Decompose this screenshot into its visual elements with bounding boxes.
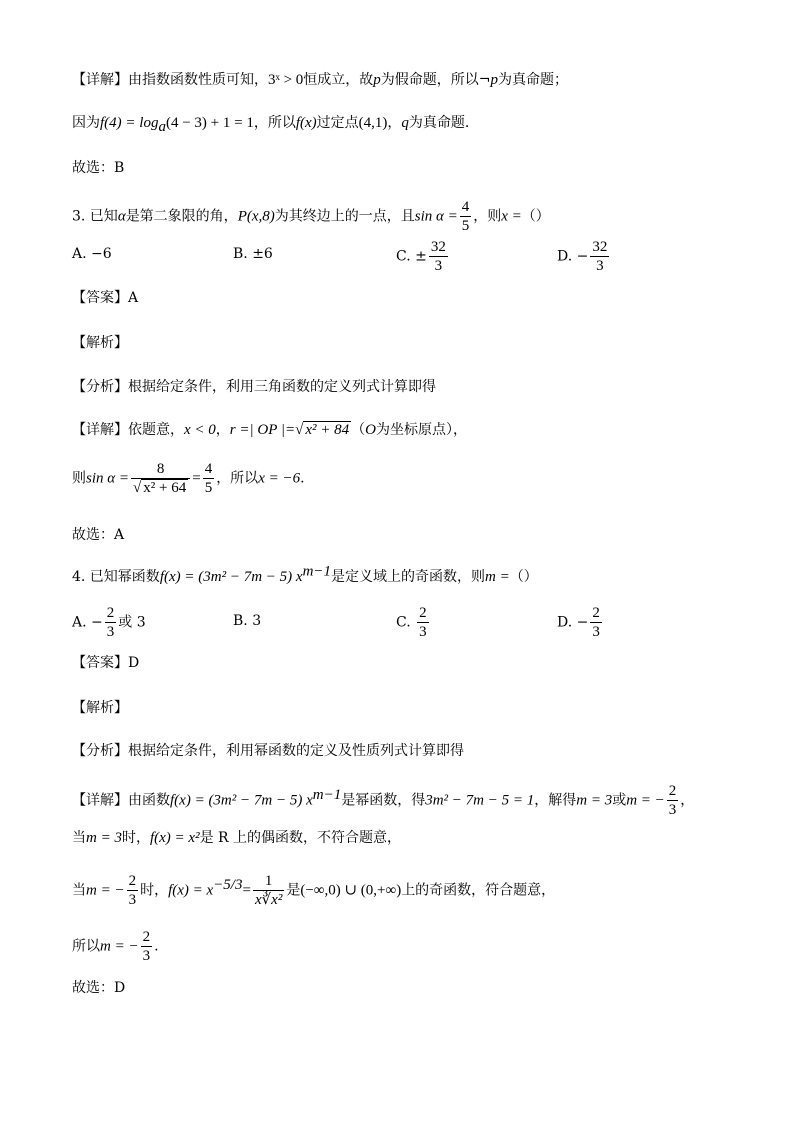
q3-option-b: B. ±6 <box>233 246 273 262</box>
detail-line-1: 【详解】由指数函数性质可知，3ˣ > 0恒成立，故p为假命题，所以¬p为真命题； <box>72 72 569 88</box>
q3-option-c: C. ± $\frac{32}{3}$ <box>396 239 446 274</box>
fraction: $\frac{4}{5}$ <box>461 199 470 234</box>
q4-fenxi: 【分析】根据给定条件，利用幂函数的定义及性质列式计算即得 <box>72 743 464 759</box>
q4-detail-4: 所以m = − $\frac{2}{3}$ . <box>72 929 159 964</box>
select-a: 故选：A <box>72 527 125 543</box>
tag-detail: 【详解】 <box>72 72 128 88</box>
q3-analysis-heading: 【解析】 <box>72 335 128 351</box>
q4-option-b: B. 3 <box>233 613 262 629</box>
q4-option-a: A. − $\frac{2}{3}$ 或 3 <box>72 605 146 640</box>
select-b: 故选：B <box>72 160 125 176</box>
q3-detail-2: 则sin α = $\frac{8}{\text{√ x² + 64}}$ = $\frac{4}{5}$ ，所以x = −6. <box>72 461 305 496</box>
q4-detail-1: 【详解】由函数f(x) = (3m² − 7m − 5) $x^{m-1}$是幂函数，得3m² − 7m − 5 = 1，解得m = 3或m = − $\frac{2}{3}$ ， <box>72 783 695 818</box>
q4-detail-3: 当m = − $\frac{2}{3}$ 时，$f(x) = x^{-5/3}=$ $\frac{1}{\text{x∛x²}}$ 是(−∞,0) ∪ (0,+∞)上的奇函数，符合题意， <box>72 873 556 908</box>
question-4: 4. 已知幂函数f(x) = (3m² − 7m − 5) $x^{m-1}$是定义域上的奇函数，则m =（） <box>72 563 538 585</box>
detail-line-2: 因为$f(4) = \log_a(4 - 3) + 1 = 1$，所以f(x)过定点(4,1)，q为真命题. <box>72 115 470 135</box>
select-d: 故选：D <box>72 980 126 996</box>
q3-detail-1: 【详解】依题意，x < 0，r =| OP |=√ x² + 84 （O为坐标原点）， <box>72 422 467 438</box>
q4-option-c: C. $\frac{2}{3}$ <box>396 605 427 640</box>
q4-detail-2: 当m = 3时，f(x) = x²是 R 上的偶函数，不符合题意， <box>72 830 402 846</box>
question-3: 3. 已知α是第二象限的角，P(x,8)为其终边上的一点，且sin α = $\frac{4}{5}$ ，则x =（） <box>72 199 550 234</box>
q3-fenxi: 【分析】根据给定条件，利用三角函数的定义列式计算即得 <box>72 379 436 395</box>
q4-answer: 【答案】D <box>72 655 140 671</box>
q3-option-a: A. −6 <box>72 246 112 262</box>
q3-option-d: D. − $\frac{32}{3}$ <box>557 239 608 274</box>
q4-option-d: D. − $\frac{2}{3}$ <box>557 605 600 640</box>
q3-answer: 【答案】A <box>72 290 139 306</box>
q4-analysis-heading: 【解析】 <box>72 700 128 716</box>
